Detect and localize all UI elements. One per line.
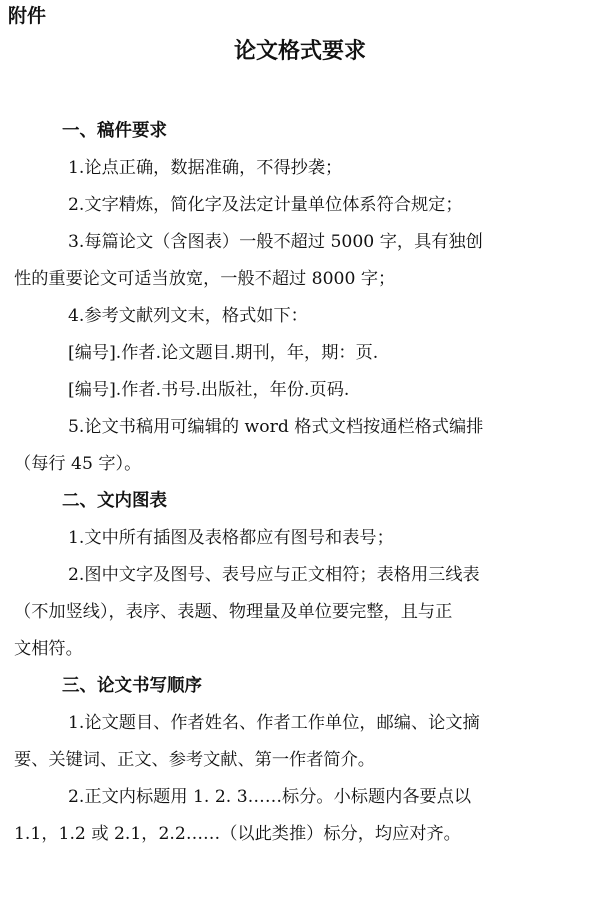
reference-format-journal: [编号].作者.论文题目.期刊，年，期：页. [68,343,379,363]
paragraph-line: 性的重要论文可适当放宽，一般不超过 8000 字； [14,269,396,289]
section-heading-figures: 二、文内图表 [62,491,167,511]
section-heading-order: 三、论文书写顺序 [62,676,202,696]
paragraph-line: 1.文中所有插图及表格都应有图号和表号； [68,528,394,548]
paragraph-line: 1.论文题目、作者姓名、作者工作单位，邮编、论文摘 [68,713,480,733]
paragraph-line: 5.论文书稿用可编辑的 word 格式文档按通栏格式编排 [68,417,484,437]
document-title: 论文格式要求 [233,39,366,64]
paragraph-line: （不加竖线），表序、表题、物理量及单位要完整，且与正 [14,602,453,622]
paragraph-line: 1.论点正确，数据准确，不得抄袭； [68,158,343,178]
paragraph-line: 要、关键词、正文、参考文献、第一作者简介。 [14,750,375,770]
paragraph-line: （每行 45 字）。 [14,454,142,474]
paragraph-line: 2.文字精炼，简化字及法定计量单位体系符合规定； [68,195,463,215]
paragraph-line: 2.图中文字及图号、表号应与正文相符；表格用三线表 [68,565,480,585]
paragraph-line: 4.参考文献列文末，格式如下： [68,306,308,326]
paragraph-line: 文相符。 [14,639,83,659]
paragraph-line: 3.每篇论文（含图表）一般不超过 5000 字，具有独创 [68,232,483,252]
section-heading-manuscript: 一、稿件要求 [62,121,167,141]
attachment-label: 附件 [8,5,47,27]
document-body [14,113,590,853]
paragraph-line: 1.1，1.2 或 2.1，2.2……（以此类推）标分，均应对齐。 [14,824,461,844]
paragraph-line: 2.正文内标题用 1. 2. 3……标分。小标题内各要点以 [68,787,472,807]
reference-format-book: [编号].作者.书号.出版社，年份.页码. [68,380,350,400]
